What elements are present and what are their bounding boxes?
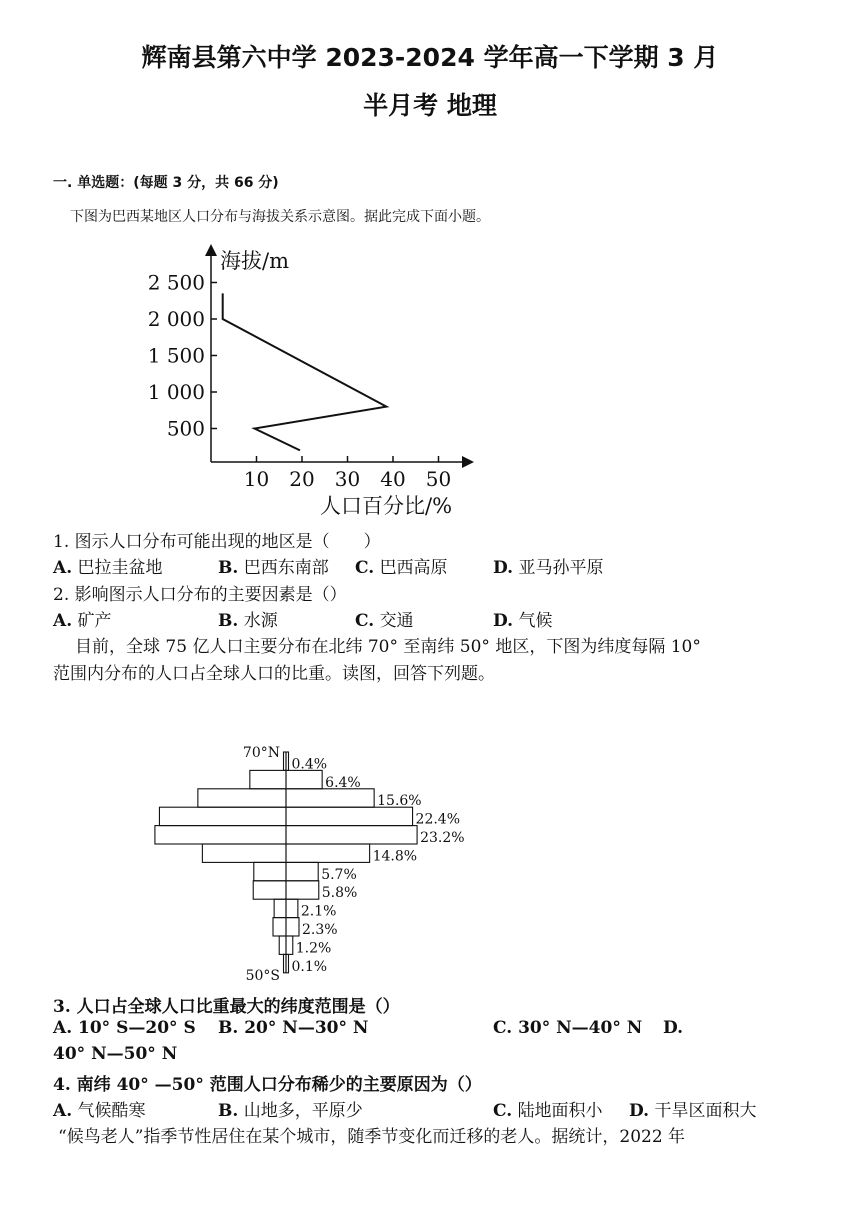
bar-value-label: 14.8% bbox=[372, 848, 418, 865]
q1-c-key: C. bbox=[355, 558, 375, 578]
bar-value-label: 6.4% bbox=[325, 774, 361, 791]
passage2-line2: 范围内分布的人口占全球人口的比重。读图，回答下列题。 bbox=[53, 664, 495, 684]
q3-option-b: B. 20° N—30° N bbox=[218, 1018, 369, 1038]
q2-option-b: 水源 bbox=[243, 611, 278, 631]
q1-stem: 1. 图示人口分布可能出现的地区是（ ） bbox=[53, 532, 381, 552]
q3-option-a: A. 10° S—20° S bbox=[53, 1018, 196, 1038]
y-tick-label: 2 500 bbox=[147, 270, 205, 295]
y-tick-label: 1 500 bbox=[147, 343, 205, 368]
q4-options bbox=[53, 1096, 813, 1120]
bar-value-label: 23.2% bbox=[420, 830, 465, 846]
y-tick-label: 500 bbox=[166, 416, 205, 441]
intro-text: 下图为巴西某地区人口分布与海拔关系示意图。据此完成下面小题。 bbox=[70, 209, 490, 225]
bar-value-label: 0.1% bbox=[291, 958, 328, 975]
q3-stem: 3. 人口占全球人口比重最大的纬度范围是（） bbox=[53, 997, 400, 1017]
q4-option-c: 陆地面积小 bbox=[517, 1101, 603, 1121]
latitude-population-chart bbox=[140, 740, 480, 985]
q2-option-a: 矿产 bbox=[77, 611, 112, 631]
q2-d-key: D. bbox=[493, 611, 514, 631]
x-tick-label: 20 bbox=[289, 467, 315, 491]
y-axis-label: 海拔/m bbox=[220, 249, 289, 273]
q4-d-key: D. bbox=[629, 1101, 650, 1121]
q4-option-d: 干旱区面积大 bbox=[654, 1101, 757, 1121]
q1-option-d: 亚马孙平原 bbox=[518, 558, 604, 578]
x-tick-label: 10 bbox=[243, 467, 270, 491]
q1-d-key: D. bbox=[493, 558, 514, 578]
bar-value-label: 5.8% bbox=[321, 885, 358, 902]
q2-options bbox=[53, 606, 813, 630]
x-tick-label: 40 bbox=[380, 467, 406, 491]
bar-value-label: 1.2% bbox=[295, 940, 332, 957]
q1-a-key: A. bbox=[53, 558, 73, 578]
bottom-latitude-label: 50°S bbox=[245, 968, 280, 984]
x-tick-label: 30 bbox=[334, 467, 361, 491]
bar-value-label: 22.4% bbox=[415, 811, 461, 828]
q1-option-a: 巴拉圭盆地 bbox=[77, 558, 163, 578]
x-tick-label: 50 bbox=[425, 467, 452, 491]
population-line bbox=[223, 293, 387, 450]
q3-options bbox=[53, 1018, 813, 1042]
x-axis-label: 人口百分比/% bbox=[320, 494, 453, 518]
q4-option-a: 气候酷寒 bbox=[77, 1101, 146, 1121]
q1-options bbox=[53, 553, 813, 577]
q3-option-c: C. 30° N—40° N bbox=[493, 1018, 643, 1038]
y-tick-label: 1 000 bbox=[147, 380, 205, 404]
bar-value-label: 2.1% bbox=[300, 903, 337, 920]
q1-option-c: 巴西高原 bbox=[379, 558, 448, 578]
top-latitude-label: 70°N bbox=[242, 745, 280, 761]
q2-c-key: C. bbox=[355, 611, 375, 631]
altitude-population-chart bbox=[140, 240, 500, 525]
bar-value-label: 15.6% bbox=[377, 793, 422, 810]
q1-b-key: B. bbox=[218, 558, 239, 578]
q2-stem: 2. 影响图示人口分布的主要因素是（） bbox=[53, 585, 347, 605]
y-tick-label: 2 000 bbox=[147, 307, 205, 331]
title-line-2: 半月考 地理 bbox=[363, 91, 497, 120]
q3-option-d-key: D. bbox=[663, 1018, 684, 1038]
q4-stem: 4. 南纬 40° —50° 范围人口分布稀少的主要原因为（） bbox=[53, 1075, 482, 1095]
passage3-line1: “候鸟老人”指季节性居住在某个城市，随季节变化而迁移的老人。据统计，2022 年 bbox=[58, 1127, 686, 1147]
q2-option-c: 交通 bbox=[379, 611, 414, 631]
q1-option-b: 巴西东南部 bbox=[243, 558, 329, 578]
q4-b-key: B. bbox=[218, 1101, 239, 1121]
q2-b-key: B. bbox=[218, 611, 239, 631]
bar-value-label: 5.7% bbox=[321, 866, 357, 883]
passage2-line1: 目前，全球 75 亿人口主要分布在北纬 70° 至南纬 50° 地区，下图为纬度每隔 10° bbox=[75, 637, 701, 657]
q4-option-b: 山地多，平原少 bbox=[243, 1101, 363, 1121]
q4-c-key: C. bbox=[493, 1101, 513, 1121]
section-heading: 一. 单选题：(每题 3 分，共 66 分) bbox=[53, 175, 279, 191]
q3-option-d: 40° N—50° N bbox=[53, 1044, 178, 1064]
q2-a-key: A. bbox=[53, 611, 73, 631]
bar-value-label: 0.4% bbox=[291, 756, 328, 773]
q4-a-key: A. bbox=[53, 1101, 73, 1121]
q2-option-d: 气候 bbox=[518, 611, 553, 631]
title-line-1: 辉南县第六中学 2023-2024 学年高一下学期 3 月 bbox=[141, 43, 719, 72]
bar-value-label: 2.3% bbox=[301, 922, 338, 938]
